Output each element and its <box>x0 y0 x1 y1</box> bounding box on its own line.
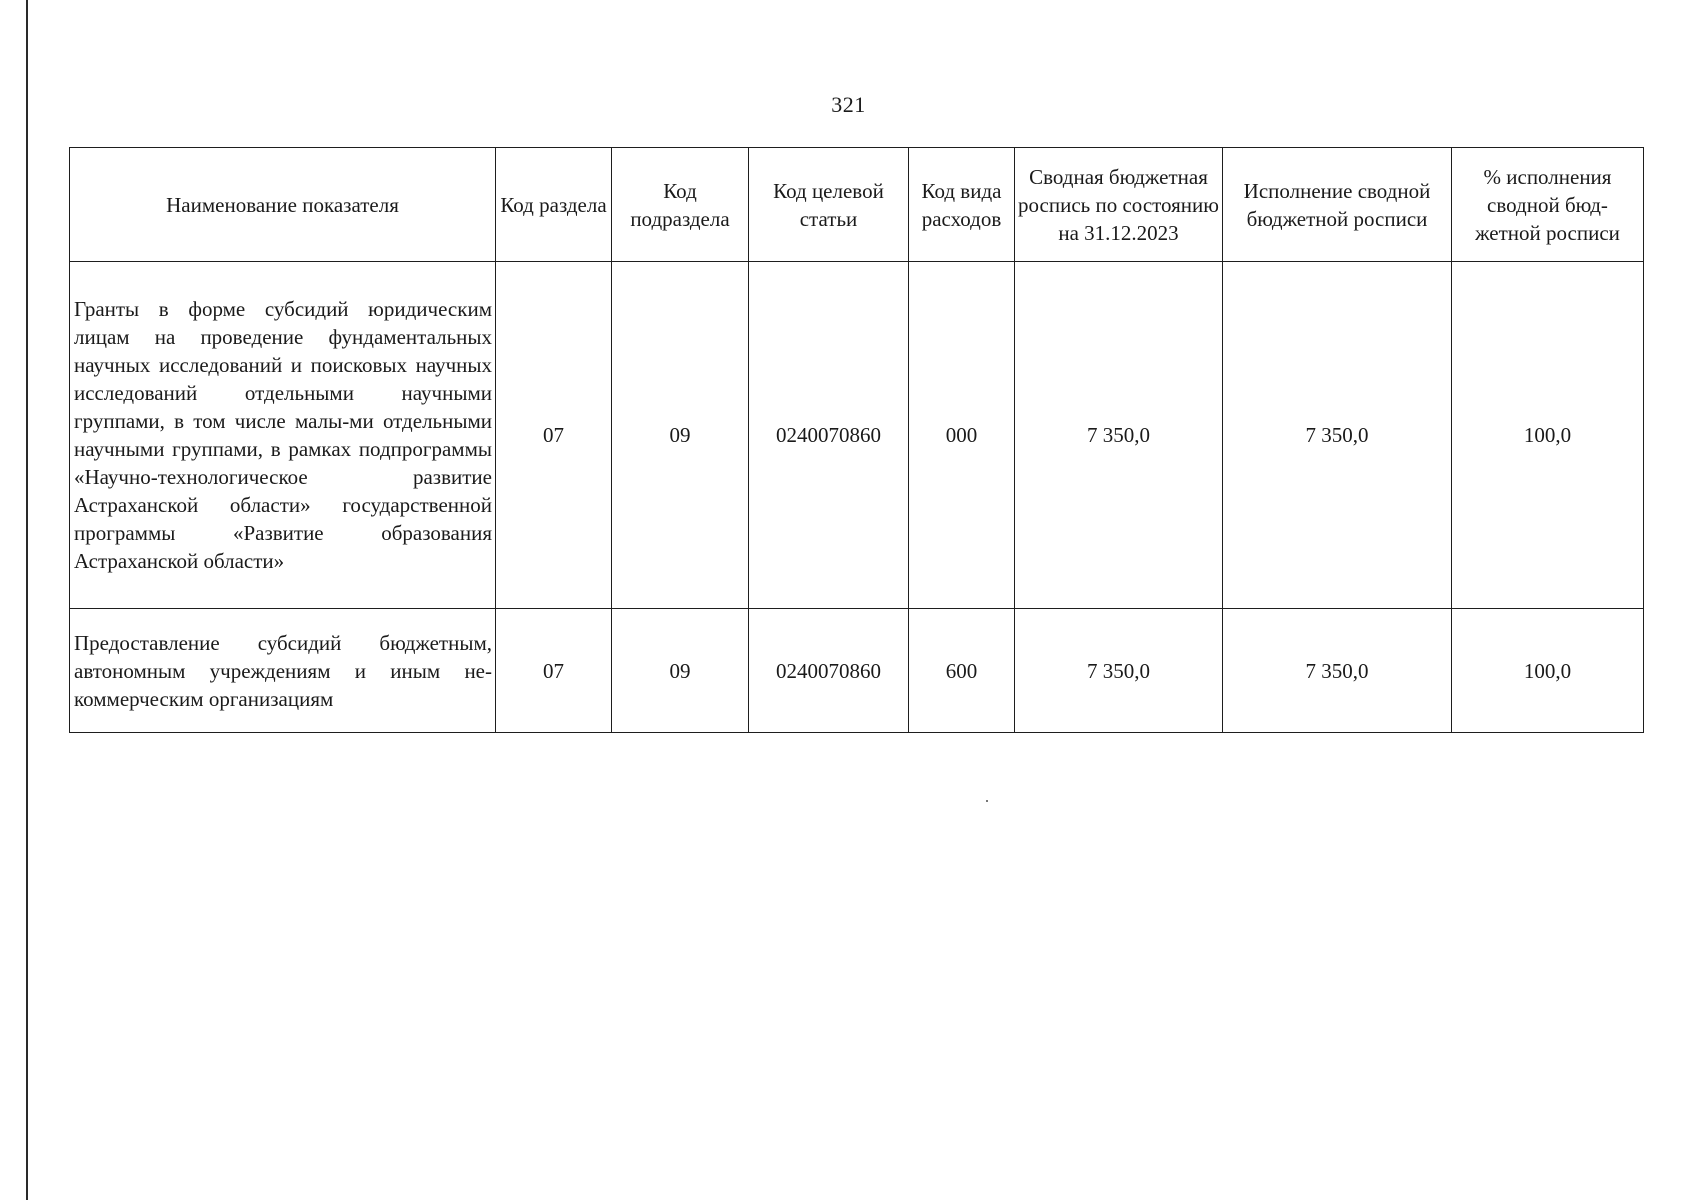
cell-consolidated-budget: 7 350,0 <box>1015 262 1223 609</box>
header-execution: Исполнение сводной бюджетной росписи <box>1223 148 1452 262</box>
header-section-code: Код раздела <box>496 148 612 262</box>
header-expense-type-code: Код вида расходов <box>909 148 1015 262</box>
cell-percent: 100,0 <box>1452 609 1644 733</box>
header-name: Наименование показателя <box>70 148 496 262</box>
table-row <box>70 262 1644 609</box>
cell-section-code: 07 <box>496 609 612 733</box>
cell-percent: 100,0 <box>1452 262 1644 609</box>
page-number: 321 <box>831 92 866 117</box>
cell-expense-type-code: 000 <box>909 262 1015 609</box>
cell-subsection-code: 09 <box>612 262 749 609</box>
scan-speck <box>986 800 988 802</box>
cell-target-code: 0240070860 <box>749 262 909 609</box>
table-header-row <box>70 148 1644 262</box>
cell-target-code: 0240070860 <box>749 609 909 733</box>
budget-table <box>69 147 1644 733</box>
cell-execution: 7 350,0 <box>1223 609 1452 733</box>
cell-section-code: 07 <box>496 262 612 609</box>
cell-execution: 7 350,0 <box>1223 262 1452 609</box>
header-target-code: Код целевой статьи <box>749 148 909 262</box>
cell-name: Гранты в форме субсидий юридическим лицам на проведение фундаментальных научных исследований и поисковых научных исследований отдельными научными группами, в том числе малы-ми отдельными научными группами, в рамках подпрограммы «Научно-технологическое развитие Астраханской области» государственной программы «Развитие образования Астраханской области» <box>70 262 496 609</box>
header-percent: % исполнения сводной бюд-жетной росписи <box>1452 148 1644 262</box>
header-consolidated-budget: Сводная бюджетная роспись по состоянию на 31.12.2023 <box>1015 148 1223 262</box>
table-row <box>70 609 1644 733</box>
cell-consolidated-budget: 7 350,0 <box>1015 609 1223 733</box>
cell-expense-type-code: 600 <box>909 609 1015 733</box>
left-margin-line <box>26 0 28 1200</box>
cell-name: Предоставление субсидий бюджетным, автономным учреждениям и иным не-коммерческим организациям <box>70 609 496 733</box>
cell-subsection-code: 09 <box>612 609 749 733</box>
header-subsection-code: Код подраздела <box>612 148 749 262</box>
